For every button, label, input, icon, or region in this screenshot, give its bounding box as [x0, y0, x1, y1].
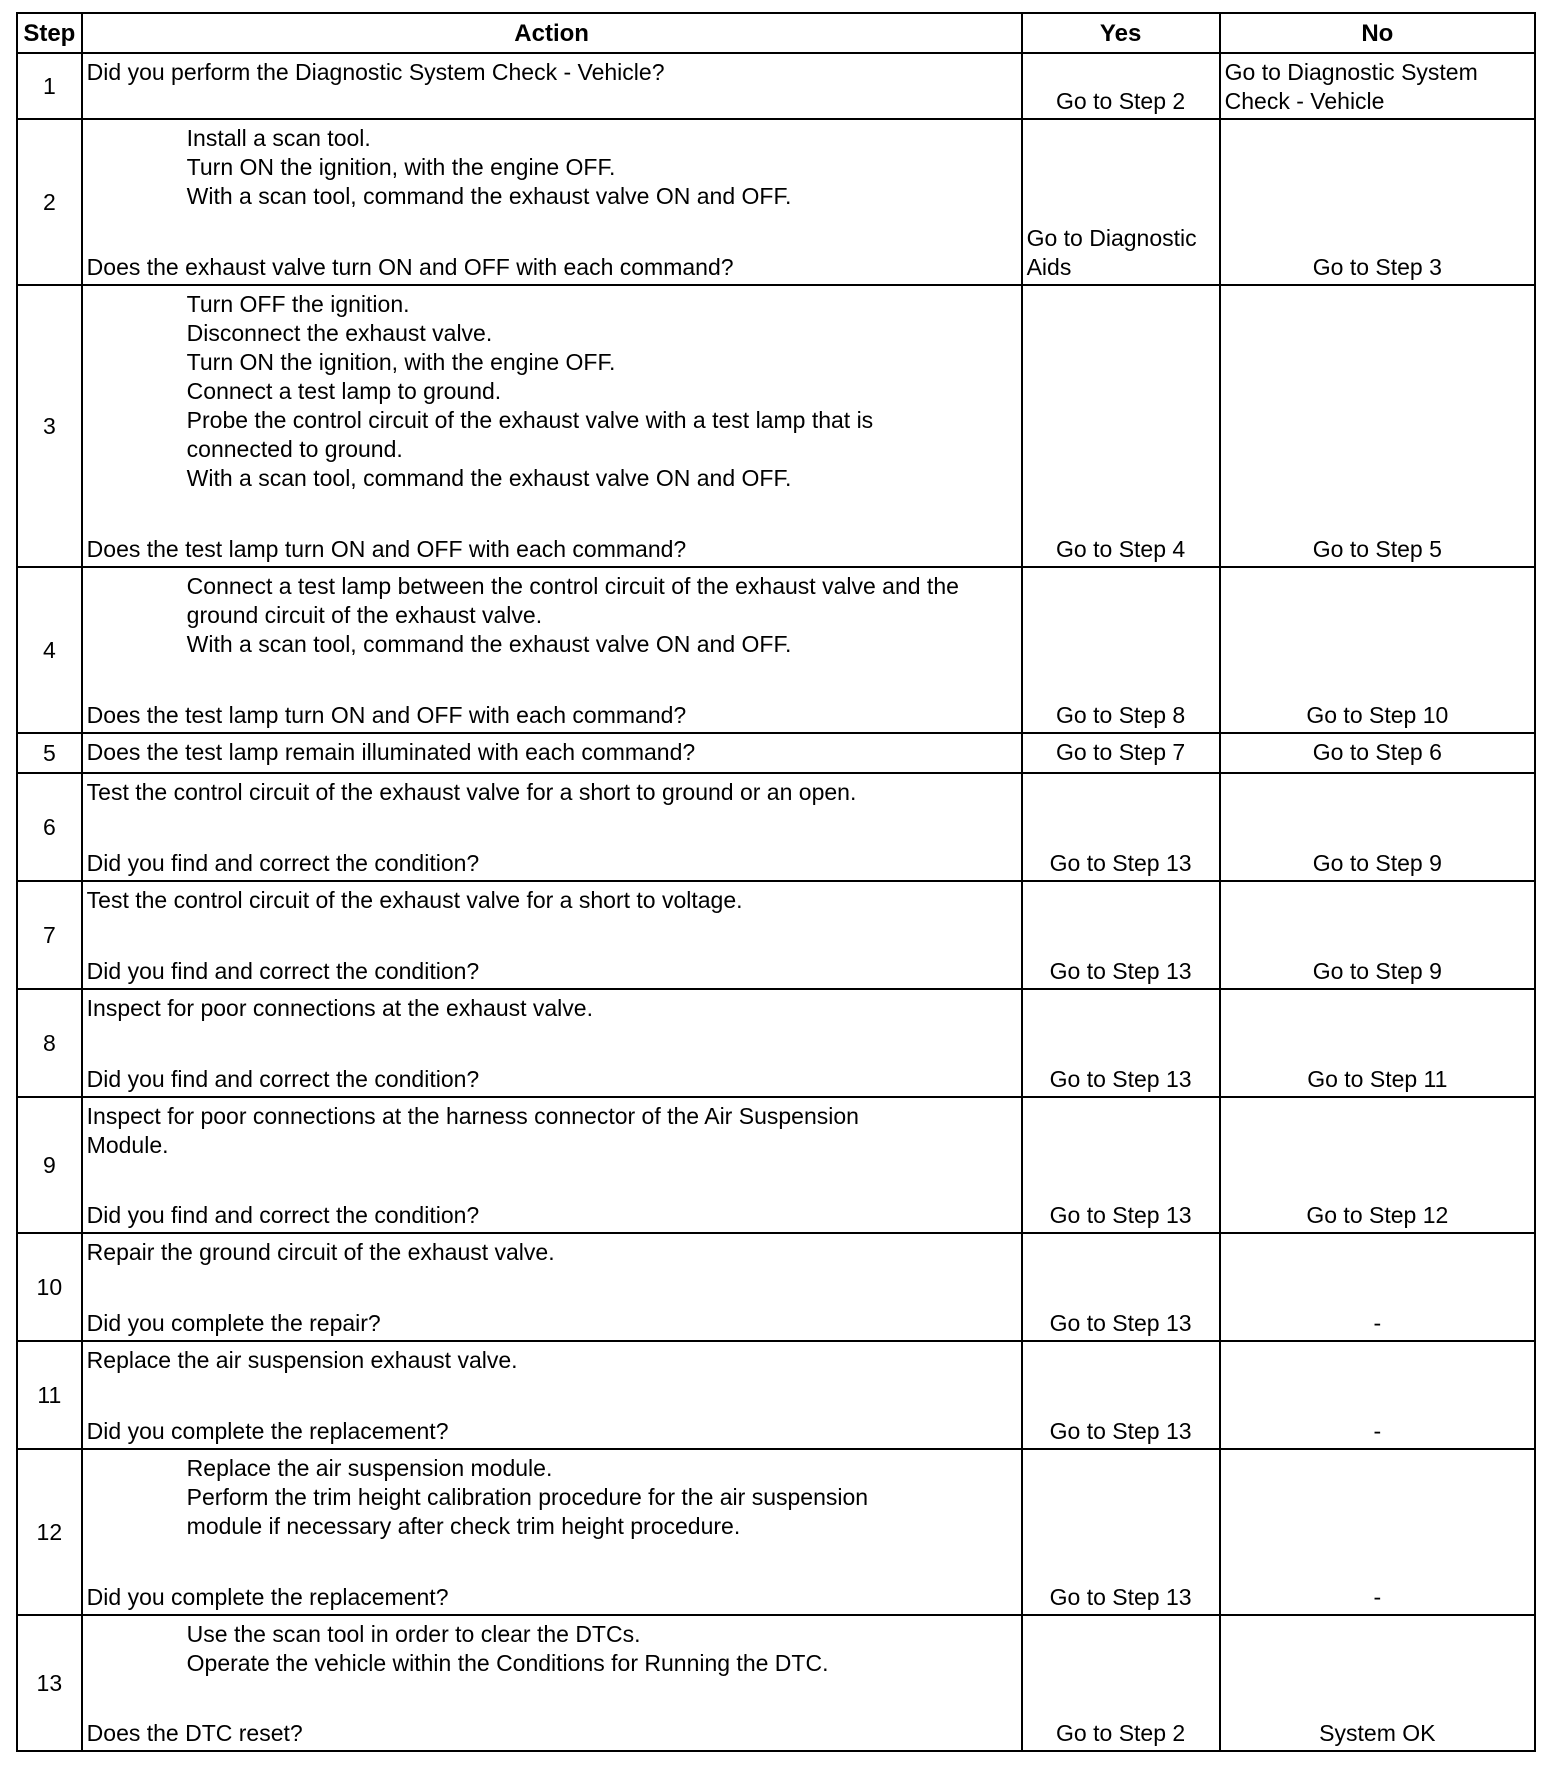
action-cell [82, 1341, 1022, 1449]
yes-cell: Go to Step 13 [1022, 1097, 1220, 1233]
action-cell [82, 53, 1022, 119]
table-row [17, 1341, 1535, 1449]
action-bullet: Connect a test lamp to ground. [186, 378, 502, 404]
yes-cell: Go to Step 4 [1022, 285, 1220, 567]
action-question: Does the test lamp turn ON and OFF with each command? [86, 702, 687, 728]
action-question: Did you find and correct the condition? [86, 958, 480, 984]
table-row [17, 1615, 1535, 1751]
step-number: 2 [17, 119, 82, 285]
no-cell: Go to Step 6 [1220, 733, 1535, 773]
action-question: Did you find and correct the condition? [86, 850, 480, 876]
no-cell: - [1220, 1233, 1535, 1341]
no-cell: Go to Step 3 [1220, 119, 1535, 285]
action-question: Did you find and correct the condition? [86, 1202, 480, 1228]
yes-cell: Go to Step 13 [1022, 1233, 1220, 1341]
action-cell [82, 1615, 1022, 1751]
header-yes: Yes [1022, 13, 1220, 53]
action-bullet: Install a scan tool. [186, 125, 371, 151]
header-no: No [1220, 13, 1535, 53]
table-row [17, 1449, 1535, 1615]
header-step: Step [17, 13, 82, 53]
yes-cell: Go to Diagnostic Aids [1022, 119, 1220, 285]
action-question: Does the test lamp remain illuminated with each command? [86, 738, 696, 765]
action-bullet: Connect a test lamp between the control circuit of the exhaust valve and the ground circuit of the exhaust valve. [186, 573, 959, 628]
table-row [17, 989, 1535, 1097]
action-bullet: With a scan tool, command the exhaust valve ON and OFF. [186, 631, 792, 657]
no-cell: Go to Step 12 [1220, 1097, 1535, 1233]
table-row [17, 733, 1535, 773]
no-cell: Go to Step 9 [1220, 881, 1535, 989]
table-row [17, 881, 1535, 989]
yes-cell: Go to Step 13 [1022, 773, 1220, 881]
step-number: 13 [17, 1615, 82, 1751]
action-question: Did you find and correct the condition? [86, 1066, 480, 1092]
action-cell [82, 733, 1022, 773]
action-instruction: Did you perform the Diagnostic System Check - Vehicle? [86, 59, 665, 85]
action-cell [82, 1097, 1022, 1233]
action-bullet: Turn ON the ignition, with the engine OFF. [186, 349, 616, 375]
action-cell [82, 773, 1022, 881]
step-number: 5 [17, 733, 82, 773]
table-row [17, 53, 1535, 119]
action-instruction: Replace the air suspension exhaust valve. [86, 1347, 518, 1373]
action-instruction: Inspect for poor connections at the harness connector of the Air Suspension Module. [86, 1103, 859, 1158]
yes-cell: Go to Step 13 [1022, 1449, 1220, 1615]
yes-cell: Go to Step 2 [1022, 53, 1220, 119]
action-bullets [87, 120, 1017, 211]
action-cell [82, 567, 1022, 733]
action-bullets [87, 286, 1017, 493]
action-bullet: Probe the control circuit of the exhaust valve with a test lamp that is connected to ground. [186, 407, 874, 462]
no-cell: System OK [1220, 1615, 1535, 1751]
action-bullets [87, 1450, 1017, 1541]
no-cell: Go to Diagnostic System Check - Vehicle [1220, 53, 1535, 119]
action-question: Did you complete the replacement? [86, 1584, 449, 1610]
action-cell [82, 1449, 1022, 1615]
action-bullets [87, 568, 1017, 659]
table-row [17, 1233, 1535, 1341]
action-question: Did you complete the replacement? [86, 1418, 449, 1444]
table-row [17, 773, 1535, 881]
action-instruction: Inspect for poor connections at the exhaust valve. [86, 995, 593, 1021]
action-cell [82, 881, 1022, 989]
action-bullet: Turn ON the ignition, with the engine OFF. [186, 154, 616, 180]
action-cell [82, 285, 1022, 567]
step-number: 12 [17, 1449, 82, 1615]
action-question: Did you complete the repair? [86, 1310, 381, 1336]
action-question: Does the exhaust valve turn ON and OFF with each command? [86, 254, 734, 280]
step-number: 4 [17, 567, 82, 733]
header-action: Action [82, 13, 1022, 53]
action-bullet: Replace the air suspension module. [186, 1455, 553, 1481]
table-row [17, 285, 1535, 567]
step-number: 11 [17, 1341, 82, 1449]
no-cell: Go to Step 9 [1220, 773, 1535, 881]
yes-cell: Go to Step 13 [1022, 989, 1220, 1097]
action-bullet: Disconnect the exhaust valve. [186, 320, 493, 346]
diagnostic-table [16, 12, 1536, 1752]
no-cell: Go to Step 10 [1220, 567, 1535, 733]
step-number: 6 [17, 773, 82, 881]
step-number: 10 [17, 1233, 82, 1341]
action-instruction: Test the control circuit of the exhaust valve for a short to voltage. [86, 887, 743, 913]
step-number: 7 [17, 881, 82, 989]
action-bullet: Perform the trim height calibration procedure for the air suspension module if necessary after check trim height procedure. [186, 1484, 869, 1539]
yes-cell: Go to Step 13 [1022, 1341, 1220, 1449]
table-row [17, 119, 1535, 285]
step-number: 9 [17, 1097, 82, 1233]
yes-cell: Go to Step 2 [1022, 1615, 1220, 1751]
action-bullet: Turn OFF the ignition. [186, 291, 410, 317]
no-cell: - [1220, 1449, 1535, 1615]
action-cell [82, 119, 1022, 285]
yes-cell: Go to Step 13 [1022, 881, 1220, 989]
action-bullet: With a scan tool, command the exhaust valve ON and OFF. [186, 465, 792, 491]
step-number: 8 [17, 989, 82, 1097]
action-bullets [87, 1616, 1017, 1678]
no-cell: Go to Step 11 [1220, 989, 1535, 1097]
action-cell [82, 1233, 1022, 1341]
step-number: 3 [17, 285, 82, 567]
no-cell: - [1220, 1341, 1535, 1449]
table-row [17, 1097, 1535, 1233]
action-instruction: Test the control circuit of the exhaust valve for a short to ground or an open. [86, 779, 857, 805]
table-row [17, 567, 1535, 733]
action-question: Does the test lamp turn ON and OFF with each command? [86, 536, 687, 562]
yes-cell: Go to Step 7 [1022, 733, 1220, 773]
yes-cell: Go to Step 8 [1022, 567, 1220, 733]
table-header-row [17, 13, 1535, 53]
action-bullet: Use the scan tool in order to clear the DTCs. [186, 1621, 641, 1647]
step-number: 1 [17, 53, 82, 119]
action-instruction: Repair the ground circuit of the exhaust valve. [86, 1239, 555, 1265]
action-bullet: With a scan tool, command the exhaust valve ON and OFF. [186, 183, 792, 209]
no-cell: Go to Step 5 [1220, 285, 1535, 567]
action-cell [82, 989, 1022, 1097]
action-bullet: Operate the vehicle within the Conditions for Running the DTC. [186, 1650, 829, 1676]
action-question: Does the DTC reset? [86, 1720, 303, 1746]
